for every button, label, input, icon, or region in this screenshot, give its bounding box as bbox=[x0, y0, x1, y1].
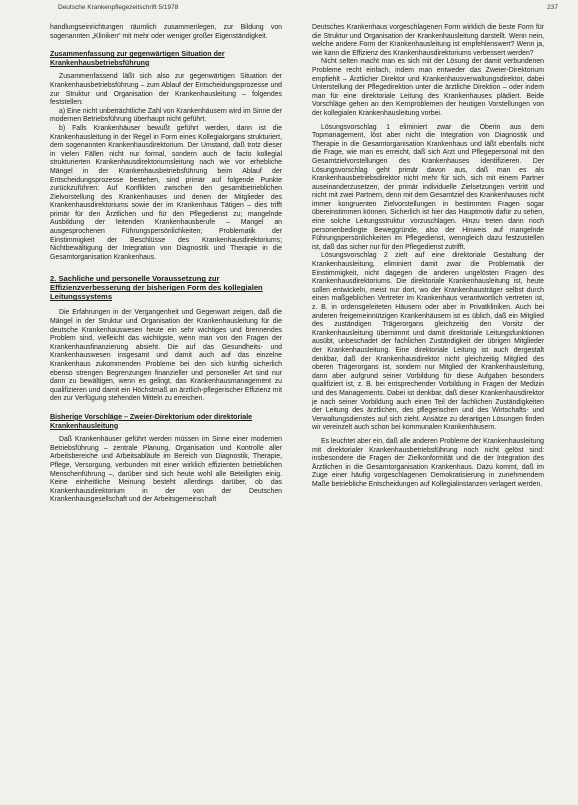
section-heading-2: 2. Sachliche und personelle Voraussetzung zur Effizienzverbesserung der bisherigen Form des kollegialen Leitungssystems bbox=[50, 274, 263, 302]
summary-paragraph: Zusammenfassend läßt sich also zur gegenwärtigen Situation der Krankenhausbetriebsführung – zum Ablauf der Entscheidungsprozesse und zur Struktur und Organisation der Krankenhausleitung – folgendes feststellen: bbox=[50, 73, 282, 107]
experience-paragraph: Die Erfahrungen in der Vergangenheit und Gegenwart zeigen, daß die Mängel in der Struktur und Organisation der Krankenhausleitung für die deutsche Krankenhauswesen heute ein sehr wichtiges und brennendes Problem sind, vielleicht das wichtigste, wenn man von den Fragen der Krankenhausfinanzierung absieht. Die auf das Gesundheits- und Krankenhauswesen insgesamt und damit auch auf das einzelne Krankenhaus zukommenden Probleme bei den sich künftig sicherlich ebenso strengen Begrenzungen finanzieller und personeller Art sind nur dann zu bewältigen, wenn es gelingt, das Krankenhausmanagement zu qualifizieren und damit ein Höchstmaß an ärztlich-pflegerischer Effizienz mit den zur Verfügung stehenden Mitteln zu erreichen. bbox=[50, 309, 282, 403]
page-number: 237 bbox=[547, 4, 558, 11]
section-heading-summary: Zusammenfassung zur gegenwärtigen Situation der Krankenhausbetriebsführung bbox=[50, 50, 225, 67]
conclusion-paragraph: Es leuchtet aber ein, daß alle anderen Probleme der Krankenhausleitung mit direktorialer Krankenhausbetriebsführung noch nicht gelöst sind: insbesondere die Fragen der Zielkonformität und die der Integration des Ärztlichen in die Gesamtorganisation Krankenhaus. Dazu kommt, daß im Zuge einer häufig vorgeschlagenen Demokratisierung in zunehmendem Maße betriebliche Entscheidungen auf Kollegialinstanzen verlagert werden. bbox=[312, 437, 544, 488]
management-paragraph: Daß Krankenhäuser geführt werden müssen im Sinne einer modernen Betriebsführung – zentrale Planung, Organisation und Kontrolle aller Arbeitsbereiche und Arbeitsabläufe im Bereich von Diagnostik, Therapie, Pflege, Versorgung, verbunden mit einer wirklich effizienten betrieblichen Menschenführung –, darüber sind sich heute wohl alle Beteiligten einig. Keine einheitliche Meinung besteht allerdings darüber, ob das Krankenhausdirektorium in der von der Deutschen Krankenhausgesellschaft und der Arbeitsgemeinschaft bbox=[50, 436, 282, 504]
proposal-2-paragraph: Lösungsvorschlag 2 zielt auf eine direktoriale Gestaltung der Krankenhausleitung, eliminiert damit zwar die Problematik der Einstimmigkeit, nicht dagegen die anderen ungelösten Fragen des Krankenhausdirektoriums. Die direktoriale Krankenhausleitung ist, heute sollen entwickeln, meist nur dort, wo der Krankenhausträger selbst durch einen maßgeblichen Vertreter im Krankenhaus verantwortlich vertreten ist, z. B. in ordensgeleiteten Häusern oder aber in Privatkliniken. Auch bei anderen freigemeinnützigen Krankenhäusern ist es üblich, daß ein Mitglied des zuständigen Trägerorgans gleichzeitig den Vorsitz der Krankenhausleitung übernimmt und damit direktoriale Leitungsfunktionen ausübt, unbeschadet der fachlichen Zuständigkeit der übrigen Mitglieder der Krankenhausleitung. Eine direktoriale Leitung ist auch dergestalt denkbar, daß der Krankenhausdirektor nicht gleichzeitig Mitglied des oberen Trägerorgans ist, sondern nur Mitglied der Krankenhausleitung, dann aber aufgrund seiner Vorbildung für diese Aufgaben besonders qualifiziert ist, z. B. bei entsprechender Vorbildung in Fragen der Medizin und des Managements. Dabei ist denkbar, daß dieser Krankenhausdirektor je nach seiner Vorbildung auch einen Teil der fachlichen Zuständigkeiten der Leitung des ärztlichen, des pflegerischen und des Wirtschafts- und Verwaltungsdienstes auf sich zieht. Ansätze zu derartigen Lösungen finden wir vereinzelt auch schon bei kommunalen Krankenhäusern. bbox=[312, 252, 544, 432]
point-b-paragraph: b) Falls Krankenhäuser bewußt geführt werden, dann ist die Krankenhausleitung in der Regel in Form eines Kollegialorgans strukturiert, dem sogenannten Krankenhausdirektorium. Der Umstand, daß trotz dieser in vielen Fällen nicht nur formal, sondern auch de facto kollegial strukturierten Krankenhausdirektoriumsleitung nach wie vor erhebliche Mängel in der Krankenhausbetriebsführung beim Ablauf der Entscheidungsprozesse bestehen, sind primär auf folgende Punkte zurückzuführen: Auf Konflikten zwischen den gesamtbetrieblichen Zielvorstellung des Krankenhauses und denen der Mitglieder des Krankenhausdirektoriums sowie der im Krankenhaus Tätigen – dies trifft primär für den Ärztlichen und für den Pflegedienst zu; mangelnde Ausbildung der leitenden Krankenhausberufe – Mangel an ausgesprochenen Führungspersönlichkeiten; Problematik der Einstimmigkeit der Beschlüsse des Krankenhausdirektoriums; Nichtbewältigung der Integration von Diagnostik und Therapie in die Gesamtorganisation Krankenhaus. bbox=[50, 124, 282, 261]
right-column bbox=[312, 24, 544, 489]
solution-paragraph: Nicht selten macht man es sich mit der Lösung der damit verbundenen Probleme recht einfach, indem man entweder das Zweier-Direktorium empfiehlt – Ärztlicher Direktor und Krankenhausverwaltungsdirektor, dabei Unterstellung der Pflegedirektion unter die ärztliche Direktion – oder indem man für eine direktoriale Leitung des Krankenhauses plädiert. Beide Vorschläge gehen an den Kernproblemen der heutigen Vorstellungen von der kollegialen Krankenhausleitung vorbei. bbox=[312, 58, 544, 117]
intro-paragraph: handlungseinrichtungen räumlich zusammenlegen, zur Bildung von sogenannten „Kliniken“ mit mehr oder weniger großer Eigenständigkeit. bbox=[50, 24, 282, 40]
point-a-paragraph: a) Eine nicht unbeträchtliche Zahl von Krankenhäusern wird im Sinne der modernen Betriebsführung überhaupt nicht geführt. bbox=[50, 107, 282, 124]
section-heading-proposals: Bisherige Vorschläge – Zweier-Direktorium oder direktoriale Krankenhausleitung bbox=[50, 412, 253, 430]
continuation-paragraph: Deutsches Krankenhaus vorgeschlagenen Form wirklich die beste Form für die Struktur und Organisation der Krankenhausleitung darstellt. Wenn nein, welche andere Form der Krankenhausleitung ist empfehlenswert? Wenn ja, wie kann die Effizienz des Krankenhausdirektoriums verbessert werden? bbox=[312, 24, 544, 57]
page-header bbox=[58, 4, 558, 16]
left-column bbox=[50, 24, 282, 505]
proposal-1-paragraph: Lösungsvorschlag 1 eliminiert zwar die Oberin aus dem Topmanagement, löst aber nicht die Integration von Diagnostik und Therapie in die Gesamtorganisation Krankenhaus und läßt ebenfalls nicht die Frage, wie man es erreicht, daß sich Arzt und Pflegepersonal mit den Gesamtzielvorstellungen des Krankenhauses identifizieren. Der Lösungsvorschlag geht primär davon aus, daß man es als Krankenhausbetriebsdirektor nicht mehr für sich, sich mit einem Partner auseinanderzusetzen, der primär individuelle Zielsetzungen vertritt und nicht mit zwei Partnern, denn mit dem Gesamtziel des Krankenhauses nicht immer kongruenten Zielvorstellungen in bestimmten Fragen sogar übereinstimmen können. Sicherlich ist hier das Hauptmotiv dafür zu sehen, eine solche Leitungsstruktur vorzuschlagen. Hinzu treten dann noch personenbedingte Beweggründe, also der Hinweis auf mangelnde Führungspersönlichkeiten im Pflegedienst, wenngleich dazu festzustellen ist, daß das sicher nur für den Pflegedienst zutrifft. bbox=[312, 123, 544, 251]
journal-title: Deutsche Krankenpflegezeitschrift 5/1978 bbox=[58, 4, 179, 11]
